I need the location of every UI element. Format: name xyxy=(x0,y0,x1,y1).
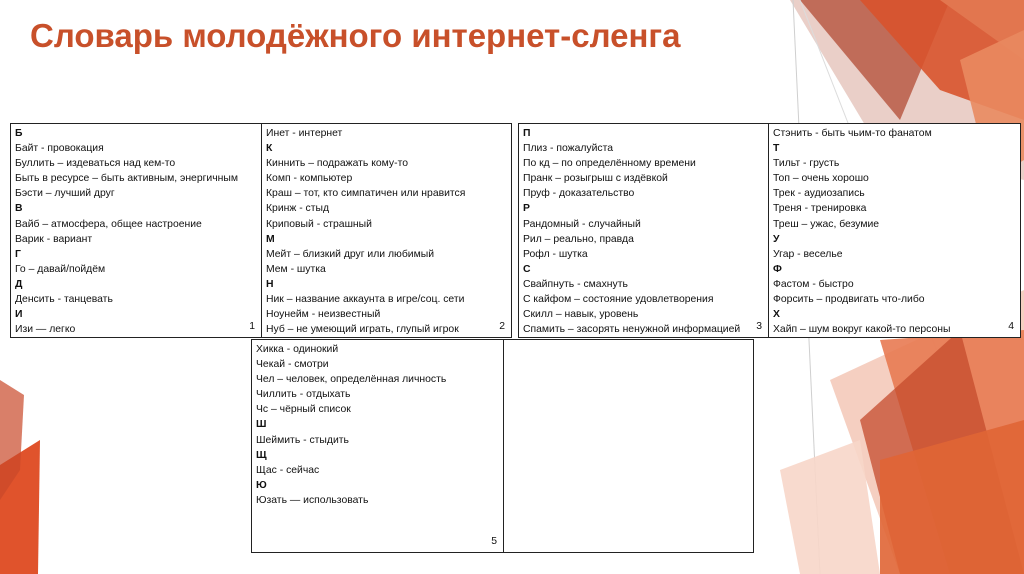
letter-heading: Б xyxy=(15,128,23,139)
slang-entry: Рил – реально, правда xyxy=(523,233,634,245)
slang-entry: Мейт – близкий друг или любимый xyxy=(266,248,435,260)
slang-entry: Щас - сейчас xyxy=(256,464,320,476)
slang-entry: Тильт - грусть xyxy=(773,158,840,170)
slang-entry: Киннить – подражать кому-то xyxy=(266,158,408,170)
letter-heading: М xyxy=(266,233,275,245)
slang-entry: Чекай - смотри xyxy=(256,359,329,371)
slang-entry: Ник – название аккаунта в игре/соц. сети xyxy=(266,294,465,306)
slide-title: Словарь молодёжного интернет-сленга xyxy=(30,17,681,54)
table-2-number: 2 xyxy=(499,320,505,332)
slang-entry: Угар - веселье xyxy=(773,248,843,260)
letter-heading: П xyxy=(523,128,531,139)
table-2-right-cell xyxy=(768,124,1020,337)
slang-entry: Го – давай/пойдём xyxy=(15,263,106,275)
slang-entry: Чел – человек, определённая личность xyxy=(256,374,447,386)
letter-heading: Ш xyxy=(256,419,267,431)
slang-entry: Пранк – розыгрыш с издёвкой xyxy=(523,173,668,185)
table-1-right-lines xyxy=(266,126,507,337)
slang-entry: Пруф - доказательство xyxy=(523,188,635,200)
slang-entry: Треш – ужас, безумие xyxy=(773,218,880,230)
table-2-left-cell xyxy=(519,124,768,337)
table-1-left-cell xyxy=(11,124,261,337)
slang-entry: Чиллить - отдыхать xyxy=(256,389,351,401)
slang-entry: Хикка - одинокий xyxy=(256,344,339,355)
letter-heading: Щ xyxy=(256,449,267,461)
slang-entry: Стэнить - быть чьим-то фанатом xyxy=(773,128,932,139)
slang-entry: Рофл - шутка xyxy=(523,248,588,260)
slang-entry: Юзать — использовать xyxy=(256,494,369,506)
table-2 xyxy=(518,123,1021,338)
table-3-left-lines xyxy=(256,342,499,508)
letter-heading: Ю xyxy=(256,479,267,491)
letter-heading: И xyxy=(15,309,23,321)
slang-entry: Вайб – атмосфера, общее настроение xyxy=(15,218,202,230)
letter-heading: У xyxy=(773,233,780,245)
letter-heading: Р xyxy=(523,203,530,215)
slang-entry: Треня - тренировка xyxy=(773,203,867,215)
table-5-number: 5 xyxy=(491,535,497,547)
slang-entry: Форсить – продвигать что-либо xyxy=(773,294,925,306)
slang-entry: Рандомный - случайный xyxy=(523,218,641,230)
slang-entry: Топ – очень хорошо xyxy=(773,173,869,185)
slang-entry: Чс – чёрный список xyxy=(256,404,351,416)
slang-entry: Денсить - танцевать xyxy=(15,294,113,306)
slang-entry: Изи — легко xyxy=(15,324,76,336)
letter-heading: Ф xyxy=(773,263,782,275)
slang-entry: Нуб – не умеющий играть, глупый игрок xyxy=(266,324,459,336)
letter-heading: Г xyxy=(15,248,21,260)
table-1-right-cell xyxy=(261,124,511,337)
slang-entry: Ноунейм - неизвестный xyxy=(266,309,381,321)
slang-entry: Мем - шутка xyxy=(266,263,326,275)
slang-entry: Фастом - быстро xyxy=(773,278,854,290)
slang-entry: Свайпнуть - смахнуть xyxy=(523,278,628,290)
letter-heading: Н xyxy=(266,278,274,290)
slang-entry: Трек - аудиозапись xyxy=(773,188,865,200)
slang-entry: Байт - провокация xyxy=(15,143,104,155)
table-3-left-cell xyxy=(252,340,503,552)
table-1-left-lines xyxy=(15,126,257,337)
slang-entry: С кайфом – состояние удовлетворения xyxy=(523,294,714,306)
slang-entry: Бэсти – лучший друг xyxy=(15,188,115,200)
table-3 xyxy=(251,339,754,553)
slang-entry: Инет - интернет xyxy=(266,128,343,139)
letter-heading: Х xyxy=(773,309,780,321)
slang-entry: Буллить – издеваться над кем-то xyxy=(15,158,176,170)
letter-heading: К xyxy=(266,143,273,155)
slang-entry: Комп - компьютер xyxy=(266,173,353,185)
table-1-number: 1 xyxy=(249,320,255,332)
table-2-right-lines xyxy=(773,126,1016,337)
table-2-left-lines xyxy=(523,126,764,337)
slang-entry: Краш – тот, кто симпатичен или нравится xyxy=(266,188,466,200)
slang-entry: Криповый - страшный xyxy=(266,218,372,230)
slang-entry: Быть в ресурсе – быть активным, энергичным xyxy=(15,173,238,185)
letter-heading: В xyxy=(15,203,23,215)
letter-heading: Д xyxy=(15,278,23,290)
table-1 xyxy=(10,123,512,338)
slang-entry: Варик - вариант xyxy=(15,233,93,245)
slang-entry: По кд – по определённому времени xyxy=(523,158,696,170)
table-3-number: 3 xyxy=(756,320,762,332)
slang-entry: Шеймить - стыдить xyxy=(256,434,349,446)
slang-entry: Скилл – навык, уровень xyxy=(523,309,639,321)
table-4-number: 4 xyxy=(1008,320,1014,332)
table-3-right-cell xyxy=(503,340,753,552)
slang-entry: Хайп – шум вокруг какой-то персоны xyxy=(773,324,951,336)
slang-entry: Спамить – засорять ненужной информацией xyxy=(523,324,741,336)
letter-heading: Т xyxy=(773,143,780,155)
slang-entry: Кринж - стыд xyxy=(266,203,330,215)
slang-entry: Плиз - пожалуйста xyxy=(523,143,614,155)
letter-heading: С xyxy=(523,263,531,275)
